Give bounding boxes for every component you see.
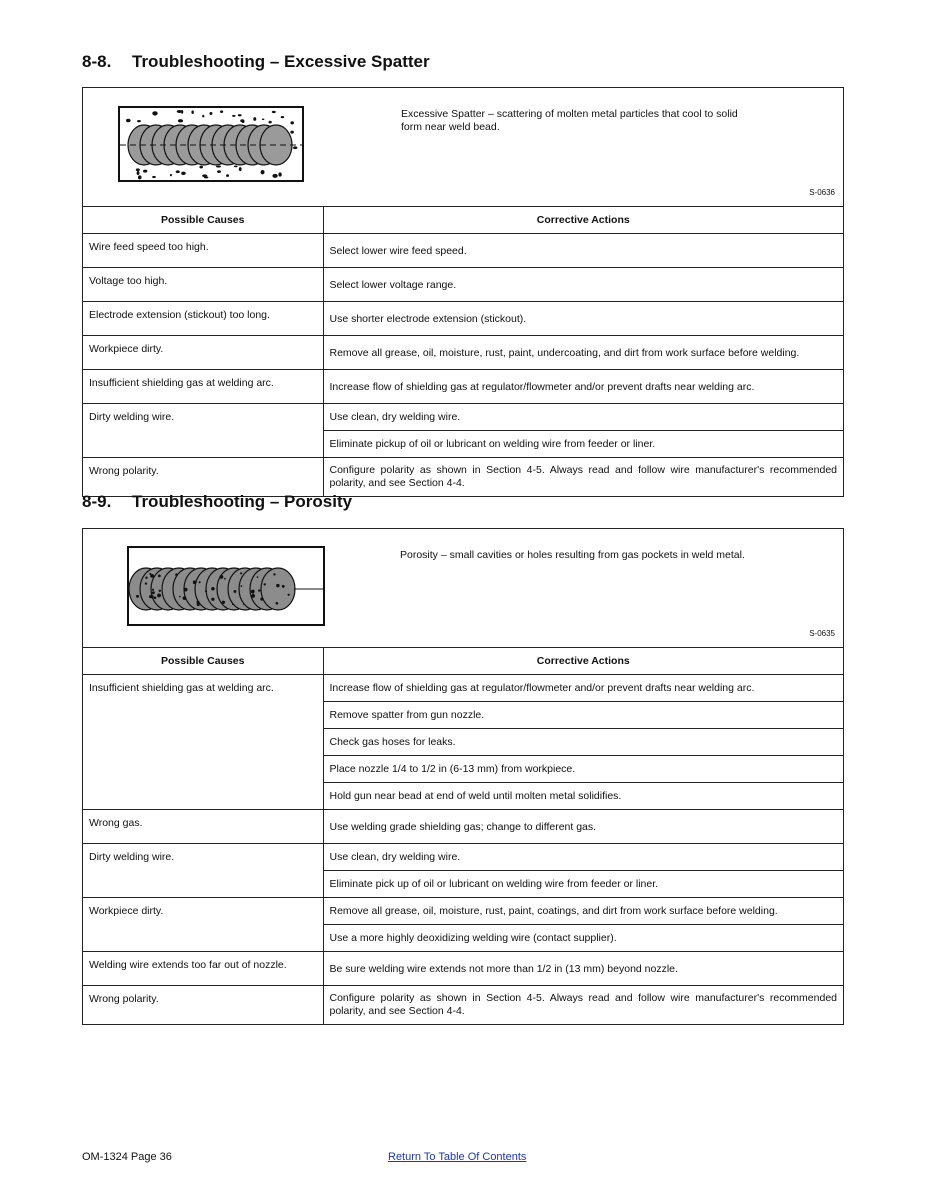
cause-cell: Welding wire extends too far out of nozzle.	[83, 952, 323, 986]
section-heading: Troubleshooting – Excessive Spatter	[132, 52, 430, 71]
table-row	[83, 458, 843, 497]
porosity-hole	[145, 577, 147, 579]
porosity-hole	[152, 589, 154, 591]
cause-cell: Workpiece dirty.	[83, 336, 323, 370]
porosity-hole	[276, 602, 279, 605]
action-cell: Remove spatter from gun nozzle.	[323, 702, 843, 729]
porosity-hole	[136, 595, 139, 598]
spatter-weld-illustration	[116, 105, 306, 185]
spatter-particle	[253, 117, 256, 121]
header-corrective-actions: Corrective Actions	[323, 648, 843, 675]
cause-cell: Dirty welding wire.	[83, 404, 323, 458]
spatter-particle	[261, 170, 265, 174]
spatter-particle	[209, 112, 212, 115]
cause-cell: Electrode extension (stickout) too long.	[83, 302, 323, 336]
porosity-hole	[179, 596, 181, 598]
porosity-hole	[145, 582, 147, 584]
spatter-particle	[153, 112, 155, 114]
spatter-particle	[232, 115, 235, 117]
porosity-hole	[234, 590, 237, 593]
porosity-weld-illustration	[126, 545, 326, 629]
spatter-particle	[202, 115, 204, 118]
table-row	[83, 404, 843, 431]
spatter-particle	[181, 110, 183, 114]
spatter-particle	[281, 116, 284, 118]
porosity-hole	[152, 591, 155, 594]
porosity-hole	[154, 596, 157, 599]
section-number: 8-9.	[82, 492, 112, 511]
porosity-hole	[232, 603, 234, 605]
section-title-spatter	[82, 52, 430, 72]
action-cell: Use shorter electrode extension (stickout).	[323, 302, 843, 336]
table-row	[83, 810, 843, 844]
porosity-hole	[211, 587, 215, 591]
spatter-particle	[234, 166, 238, 168]
action-cell: Hold gun near bead at end of weld until molten metal solidifies.	[323, 783, 843, 810]
table-row	[83, 302, 843, 336]
table-row	[83, 336, 843, 370]
spatter-particle	[293, 146, 297, 149]
porosity-hole	[159, 590, 161, 592]
spatter-particle	[204, 176, 208, 178]
spatter-particle	[272, 174, 277, 178]
spatter-particle	[170, 174, 172, 177]
action-cell: Use clean, dry welding wire.	[323, 404, 843, 431]
spatter-particle	[239, 167, 242, 171]
porosity-hole	[240, 585, 242, 587]
porosity-hole	[175, 573, 178, 576]
table-row	[83, 986, 843, 1025]
cause-cell: Voltage too high.	[83, 268, 323, 302]
porosity-hole	[183, 596, 187, 600]
section-title-porosity	[82, 492, 352, 512]
spatter-particle	[138, 175, 142, 179]
spatter-particle	[136, 169, 138, 171]
spatter-particle	[262, 118, 265, 120]
table-row	[83, 844, 843, 871]
action-cell: Place nozzle 1/4 to 1/2 in (6-13 mm) from workpiece.	[323, 756, 843, 783]
cause-cell: Insufficient shielding gas at welding arc.	[83, 370, 323, 404]
porosity-hole	[251, 594, 255, 598]
action-cell: Configure polarity as shown in Section 4-5. Always read and follow wire manufacturer's recommended polarity, and see Section 4-4.	[323, 986, 843, 1025]
action-cell: Eliminate pickup of oil or lubricant on welding wire from feeder or liner.	[323, 431, 843, 458]
porosity-hole	[157, 595, 159, 597]
action-cell: Increase flow of shielding gas at regulator/flowmeter and/or prevent drafts near welding arc.	[323, 675, 843, 702]
porosity-hole	[184, 588, 188, 592]
spatter-particle	[143, 170, 147, 173]
table-row	[83, 234, 843, 268]
porosity-hole	[282, 585, 285, 588]
action-cell: Eliminate pick up of oil or lubricant on welding wire from feeder or liner.	[323, 871, 843, 898]
spatter-particle	[178, 119, 183, 122]
cause-cell: Wire feed speed too high.	[83, 234, 323, 268]
porosity-box	[82, 528, 844, 1025]
action-cell: Select lower wire feed speed.	[323, 234, 843, 268]
spatter-particle	[176, 170, 180, 173]
porosity-hole	[276, 584, 279, 587]
spatter-figure	[83, 88, 843, 207]
header-corrective-actions: Corrective Actions	[323, 207, 843, 234]
porosity-hole	[149, 573, 151, 575]
cause-cell: Wrong gas.	[83, 810, 323, 844]
cause-cell: Wrong polarity.	[83, 458, 323, 497]
spatter-particle	[181, 172, 186, 175]
action-cell: Remove all grease, oil, moisture, rust, paint, undercoating, and dirt from work surface before welding.	[323, 336, 843, 370]
porosity-hole	[224, 578, 226, 580]
porosity-table	[83, 648, 843, 1024]
action-cell: Be sure welding wire extends not more than 1/2 in (13 mm) beyond nozzle.	[323, 952, 843, 986]
spatter-particle	[152, 176, 156, 178]
spatter-particle	[216, 165, 221, 167]
spatter-particle	[199, 166, 203, 169]
table-row	[83, 952, 843, 986]
figure-caption: Porosity – small cavities or holes resulting from gas pockets in weld metal.	[400, 549, 745, 561]
spatter-particle	[137, 120, 141, 122]
spatter-particle	[126, 119, 131, 123]
return-to-toc-link[interactable]: Return To Table Of Contents	[388, 1151, 527, 1163]
cause-cell: Workpiece dirty.	[83, 898, 323, 952]
section-heading: Troubleshooting – Porosity	[132, 492, 353, 511]
spatter-particle	[220, 110, 223, 113]
porosity-hole	[193, 580, 197, 584]
action-cell: Check gas hoses for leaks.	[323, 729, 843, 756]
porosity-hole	[243, 603, 245, 605]
porosity-hole	[260, 597, 263, 600]
spatter-box	[82, 87, 844, 497]
page-label: OM-1324 Page 36	[82, 1151, 172, 1163]
figure-caption: Excessive Spatter – scattering of molten metal particles that cool to solid form near weld bead.	[401, 108, 738, 133]
action-cell: Increase flow of shielding gas at regulator/flowmeter and/or prevent drafts near welding arc.	[323, 370, 843, 404]
action-cell: Use clean, dry welding wire.	[323, 844, 843, 871]
porosity-hole	[288, 594, 290, 596]
porosity-hole	[273, 573, 275, 575]
header-possible-causes: Possible Causes	[83, 648, 323, 675]
porosity-hole	[158, 574, 161, 577]
porosity-hole	[199, 581, 201, 583]
spatter-particle	[242, 120, 245, 123]
table-row	[83, 268, 843, 302]
section-number: 8-8.	[82, 52, 112, 71]
table-row	[83, 898, 843, 925]
porosity-hole	[258, 589, 260, 591]
action-cell: Remove all grease, oil, moisture, rust, paint, coatings, and dirt from work surface before welding.	[323, 898, 843, 925]
action-cell: Use welding grade shielding gas; change to different gas.	[323, 810, 843, 844]
figure-code: S-0636	[809, 188, 835, 197]
spatter-particle	[137, 171, 140, 175]
porosity-hole	[257, 576, 259, 578]
header-possible-causes: Possible Causes	[83, 207, 323, 234]
spatter-particle	[226, 174, 229, 177]
porosity-hole	[149, 595, 152, 598]
action-cell: Select lower voltage range.	[323, 268, 843, 302]
cause-cell: Insufficient shielding gas at welding arc.	[83, 675, 323, 810]
spatter-particle	[238, 114, 242, 116]
porosity-hole	[205, 590, 207, 592]
porosity-figure	[83, 529, 843, 648]
action-cell: Use a more highly deoxidizing welding wire (contact supplier).	[323, 925, 843, 952]
porosity-hole	[240, 572, 242, 574]
spatter-particle	[272, 111, 276, 113]
figure-code: S-0635	[809, 629, 835, 638]
spatter-particle	[290, 131, 294, 134]
porosity-hole	[211, 598, 214, 601]
action-cell: Configure polarity as shown in Section 4-5. Always read and follow wire manufacturer's recommended polarity, and see Section 4-4.	[323, 458, 843, 497]
spatter-particle	[278, 172, 281, 176]
spatter-particle	[217, 170, 221, 173]
porosity-hole	[220, 575, 224, 579]
porosity-hole	[251, 590, 255, 594]
spatter-particle	[191, 110, 193, 114]
porosity-hole	[263, 583, 265, 585]
spatter-table	[83, 207, 843, 496]
porosity-hole	[197, 603, 200, 606]
table-row	[83, 370, 843, 404]
spatter-particle	[269, 121, 272, 124]
spatter-particle	[290, 121, 294, 124]
cause-cell: Wrong polarity.	[83, 986, 323, 1025]
cause-cell: Dirty welding wire.	[83, 844, 323, 898]
table-row	[83, 675, 843, 702]
porosity-hole	[222, 601, 225, 604]
